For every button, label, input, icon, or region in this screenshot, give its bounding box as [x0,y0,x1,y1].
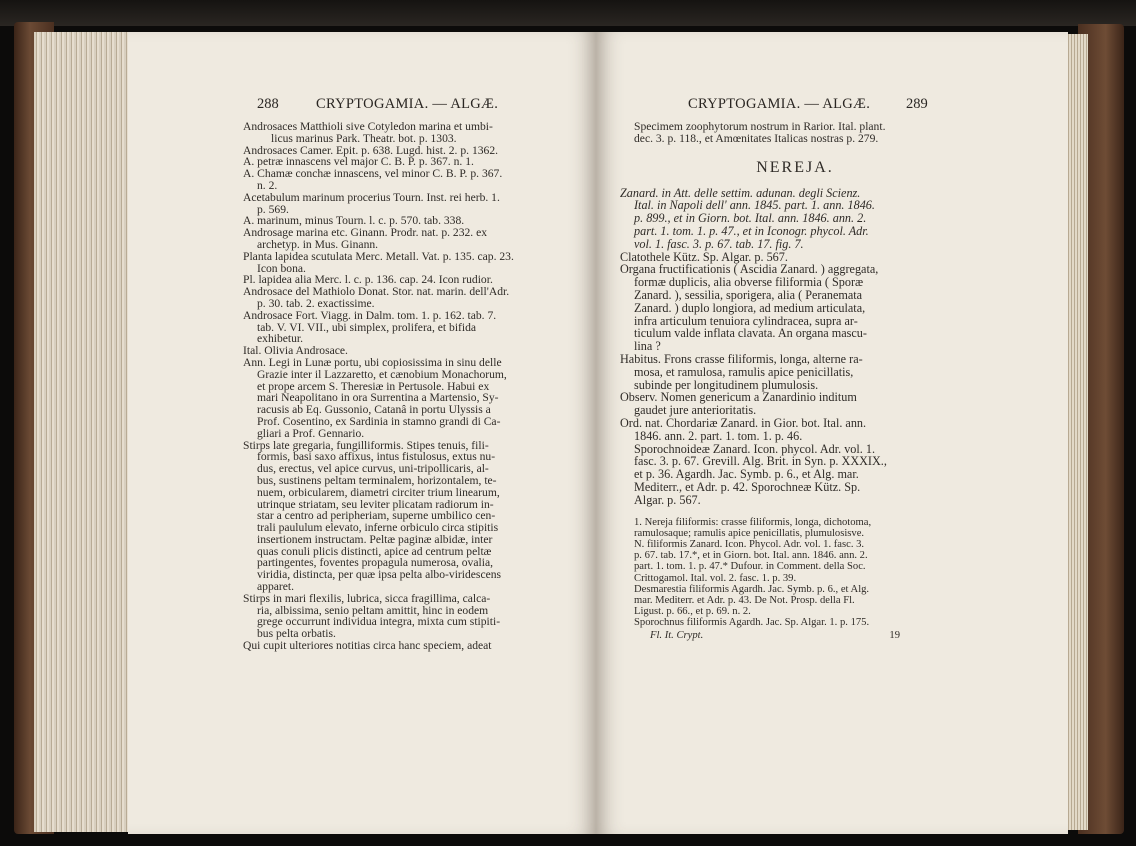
text-line: Sporochnoideæ Zanard. Icon. phycol. Adr. vol. 1. [634,441,875,456]
right-page [596,32,1068,834]
text-line: Acetabulum marinum procerius Tourn. Inst. rei herb. 1. [243,190,500,204]
page-edges-left [34,32,130,832]
text-line: Androsage marina etc. Ginann. Prodr. nat. p. 232. ex [243,226,488,240]
text-line: et prope arcem S. Theresiæ in Pertusole. Habui ex [257,379,490,393]
text-line: Androsace Fort. Viagg. in Dalm. tom. 1. p. 162. tab. 7. [243,308,497,322]
text-line: racusis ab Eq. Gussonio, Catanâ in portu Ulyssis a [257,403,491,417]
text-line: p. 569. [257,202,289,216]
text-line: fasc. 3. p. 67. Grevill. Alg. Brit. in Syn. p. XXXIX., [634,454,887,469]
text-line: bus, sustinens peltam terminalem, horizontalem, te- [257,473,497,487]
text-line: part. 1. tom. 1. p. 47.* Dufour. in Comment. della Soc. [634,561,866,573]
text-line: archetyp. in Mus. Ginann. [257,237,379,251]
left-page-number: 288 [257,96,279,112]
text-line: Habitus. Frons crasse filiformis, longa, alterne ra- [620,351,863,366]
text-line: Clatothele Kütz. Sp. Algar. p. 567. [620,249,788,264]
text-line: mar. Mediterr. et Adr. p. 43. De Not. Prosp. della Fl. [634,594,855,606]
page-footer [620,630,970,641]
text-line: Androsaces Matthioli sive Cotyledon marina et umbi- licus marinus Park. Theatr. bot. p. 1303. [243,120,493,145]
text-line: p. 899., et in Giorn. bot. Ital. ann. 1846. ann. 2. [634,211,867,226]
text-line: formæ duplicis, alia obverse filiformia ( Sporæ [634,275,864,290]
text-line: Ital. in Napoli dell' ann. 1845. part. 1. ann. 1846. [634,198,875,213]
text-line: A. marinum, minus Tourn. l. c. p. 570. tab. 338. [243,214,465,228]
text-line: star a centro ad peripheriam, superne umbilico cen- [257,509,496,523]
text-line: Sporochnus filiformis Agardh. Jac. Sp. Algar. 1. p. 175. [634,617,870,629]
text-line: Androsaces Camer. Epit. p. 638. Lugd. hist. 2. p. 1362. [243,143,499,157]
text-line: trali paululum elevato, inferne orbiculo circa stipitis [257,521,499,535]
text-line: mosa, et ramulosa, ramulis apice penicillatis, [634,364,854,379]
text-line: Specimem zoophytorum nostrum in Rarior. Ital. plant. [634,120,886,133]
text-line: A. petræ innascens vel major C. B. P. p. 367. n. 1. [243,155,474,169]
text-line: nuem, orbicularem, diametri circiter trium linearum, [257,485,500,499]
text-line: utrinque striatam, seu leviter plicatam radiorum in- [257,497,494,511]
text-line: Organa fructificationis ( Ascidia Zanard. ) aggregata, [620,262,879,277]
text-line: n. 2. [257,178,278,192]
left-body-text [243,121,589,652]
right-page-number: 289 [906,96,928,112]
text-line: 1846. ann. 2. part. 1. tom. 1. p. 46. [634,428,803,443]
text-line: insertionem instructam. Peltæ paginæ albidæ, inter [257,532,493,546]
text-line: Planta lapidea scutulata Merc. Metall. Vat. p. 135. cap. 23. [243,249,514,263]
text-line: Desmarestia filiformis Agardh. Jac. Symb. p. 6., et Alg. [634,583,870,595]
text-line: vol. 1. fasc. 3. p. 67. tab. 17. fig. 7. [634,236,804,251]
text-line: gliari a Prof. Gennario. [257,426,365,440]
text-line: ramulosaque; ramulis apice penicillatis, plumulosisve. [634,527,865,539]
left-page [128,32,596,834]
text-line: dus, erectus, vel apice curvus, uni-tripollicaris, al- [257,462,489,476]
text-line: bus pelta orbatis. [257,627,336,641]
text-line: Zanard. ) duplo longiora, ad medium articulata, [634,300,866,315]
text-line: Ord. nat. Chordariæ Zanard. in Gior. bot. Ital. ann. [620,415,867,430]
text-line: ticulum valde inflata clavata. An organa mascu- [634,326,867,341]
text-line: tab. V. VI. VII., ubi simplex, prolifera, et bifida [257,320,477,334]
text-line: partingentes, foventes propagula numerosa, ovalia, [257,556,493,570]
text-line: Observ. Nomen genericum a Zanardinio inditum [620,390,857,405]
left-running-head: CRYPTOGAMIA. — ALGÆ. [316,96,499,112]
background-frame [0,0,1136,26]
text-line: grege occurrunt individua integra, mixta cum stipiti- [257,615,501,629]
right-body-text [620,121,970,641]
text-line: N. filiformis Zanard. Icon. Phycol. Adr. vol. 1. fasc. 3. [634,538,865,550]
text-line: Crittogamol. Ital. vol. 2. fasc. 1. p. 39. [634,572,797,584]
text-line: exhibetur. [257,332,304,346]
text-line: Qui cupit ulteriores notitias circa hanc speciem, adeat [243,639,492,653]
text-line: dec. 3. p. 118., et Amœnitates Italicas nostras p. 279. [634,131,879,145]
right-running-head: CRYPTOGAMIA. — ALGÆ. [688,96,871,112]
footer-signature: Fl. It. Crypt. [650,629,704,641]
text-line: lina ? [634,339,661,354]
text-line: p. 30. tab. 2. exactissime. [257,296,375,310]
text-line: apparet. [257,580,295,594]
page-edges-right [1066,34,1088,830]
text-line: gaudet jure anterioritatis. [634,403,757,418]
footer-number: 19 [889,629,900,641]
text-line: Ligust. p. 66., et p. 69. n. 2. [634,606,751,618]
text-line: Androsace del Mathiolo Donat. Stor. nat. marin. dell'Adr. [243,285,510,299]
text-line: viridia, distincta, per quæ ipsa pelta albo-viridescens [257,568,502,582]
section-title: NEREJA. [756,158,834,176]
text-line: formis, basi saxo affixus, intus fistulosus, extus nu- [257,450,496,464]
text-line: p. 67. tab. 17.*, et in Giorn. bot. Ital. ann. 1846. ann. 2. [634,550,868,562]
text-line: Icon bona. [257,261,306,275]
text-line: Grazie inter il Lazzaretto, et cænobium Monachorum, [257,367,507,381]
text-line: 1. Nereja filiformis: crasse filiformis, longa, dichotoma, [634,516,872,528]
text-line: et p. 36. Agardh. Jac. Symb. p. 6., et Alg. mar. [634,467,859,482]
text-line: part. 1. tom. 1. p. 47., et in Iconogr. phycol. Adr. [634,223,869,238]
text-line: mari Neapolitano in ora Surrentina a Martensio, Sy- [257,391,499,405]
text-line: Pl. lapidea alia Merc. l. c. p. 136. cap. 24. Icon rudior. [243,273,493,287]
text-line: ria, albissima, senio peltam amittit, hinc in eodem [257,603,489,617]
text-line: Stirps in mari flexilis, lubrica, sicca fragillima, calca- [243,591,491,605]
text-line: Zanard. ), sessilia, sporigera, alia ( Peranemata [634,287,863,302]
text-line: Ann. Legi in Lunæ portu, ubi copiosissima in sinu delle [243,355,502,369]
text-line: Ital. Olivia Androsace. [243,344,348,358]
text-line: A. Chamæ conchæ innascens, vel minor C. B. P. p. 367. [243,167,503,181]
text-line: Stirps late gregaria, fungilliformis. Stipes tenuis, fili- [243,438,489,452]
text-line: Mediterr., et Adr. p. 42. Sporochneæ Kütz. Sp. [634,479,861,494]
text-line: infra articulum tenuiora cylindracea, supra ar- [634,313,858,328]
text-line: subinde per longitudinem plumulosis. [634,377,819,392]
text-line: Algar. p. 567. [634,492,701,507]
text-line: Zanard. in Att. delle settim. adunan. degli Scienz. [620,185,861,200]
text-line: quas conuli plicis distincti, apice ad centrum peltæ [257,544,492,558]
text-line: Prof. Cosentino, ex Sardinia in stamno grandi di Ca- [257,414,501,428]
